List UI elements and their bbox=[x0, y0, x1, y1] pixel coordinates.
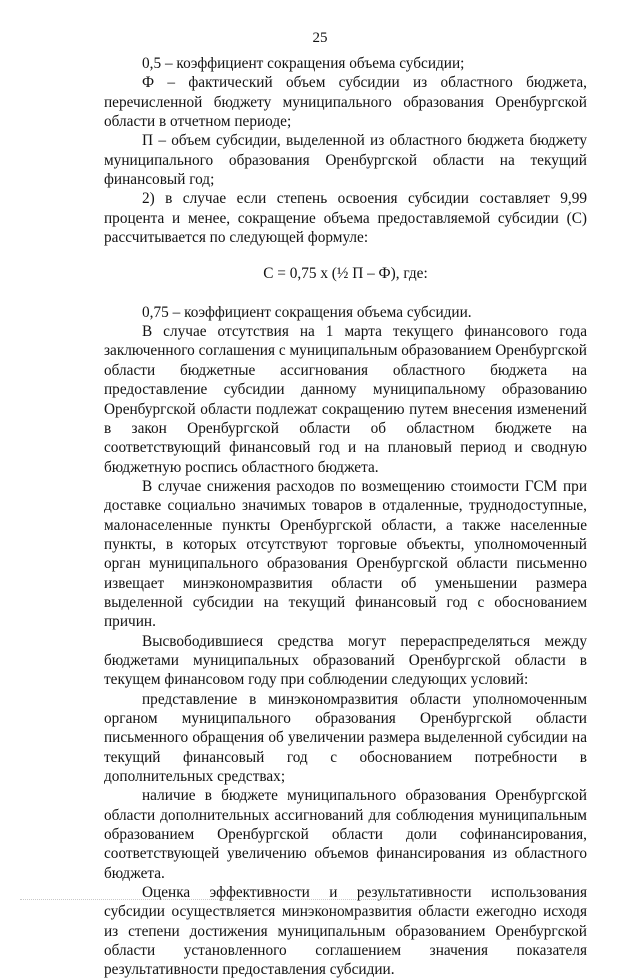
paragraph-actual-subsidy-f: Ф – фактический объем субсидии из областного бюджета, перечисленной бюджету муниципального образования Оренбургской области в отчетном периоде; bbox=[104, 74, 587, 131]
paragraph-fuel-cost-reduction: В случае снижения расходов по возмещению стоимости ГСМ при доставке социально значимых товаров в отдаленные, труднодоступные, малонаселенные пункты Оренбургской области, а также населенные пункты, в которых отсутствуют торговые объекты, уполномоченный орган муниципального образования Оренбургской области письменно извещает минэкономразвития области об уменьшении размера выделенной субсидии на текущий финансовый год с обоснованием причин. bbox=[104, 477, 587, 631]
paragraph-allocated-subsidy-p: П – объем субсидии, выделенной из областного бюджета бюджету муниципального образования Оренбургской области на текущий финансовый год; bbox=[104, 132, 587, 189]
scan-artifact-line bbox=[20, 897, 460, 900]
paragraph-coefficient-0-75: 0,75 – коэффициент сокращения объема субсидии. bbox=[142, 303, 472, 321]
page-number: 25 bbox=[312, 30, 328, 46]
paragraph-redistribution: Высвободившиеся средства могут перераспределяться между бюджетами муниципальных образований Оренбургской области в текущем финансовом году при соблюдении следующих условий: bbox=[104, 632, 587, 689]
paragraph-evaluation: Оценка эффективности и результативности использования субсидии осуществляется минэкономразвития области ежегодно исходя из степени достижения муниципальным образованием Оренбургской области установленного соглашением значения показателя результативности предоставления субсидии. bbox=[104, 884, 587, 979]
paragraph-coefficient-0-5: 0,5 – коэффициент сокращения объема субсидии; bbox=[142, 55, 465, 72]
paragraph-condition-budget: наличие в бюджете муниципального образования Оренбургской области дополнительных ассигнований для соблюдения муниципальным образованием Оренбургской области доли софинансирования, соответствующей увеличению объемов финансирования из областного бюджета. bbox=[104, 787, 587, 882]
paragraph-condition-request: представление в минэкономразвития области уполномоченным органом муниципального образования Оренбургской области письменного обращения об увеличении размера выделенной субсидии на текущий финансовый год с обоснованием потребности в дополнительных средствах; bbox=[104, 690, 587, 786]
document-body bbox=[104, 54, 587, 980]
formula: С = 0,75 х (½ П – Ф), где: bbox=[263, 265, 428, 283]
paragraph-condition-2: 2) в случае если степень освоения субсидии составляет 9,99 процента и менее, сокращение объема предоставляемой субсидии (С) рассчитывается по следующей формуле: bbox=[104, 190, 587, 247]
paragraph-no-agreement: В случае отсутствия на 1 марта текущего финансового года заключенного соглашения с муниципальным образованием Оренбургской области бюджетные ассигнования областного бюджета на предоставление субсидии данному муниципальному образованию Оренбургской области подлежат сокращению путем внесения изменений в закон Оренбургской области об областном бюджете на соответствующий финансовый год и на плановый период и сводную бюджетную роспись областного бюджета. bbox=[104, 323, 587, 476]
